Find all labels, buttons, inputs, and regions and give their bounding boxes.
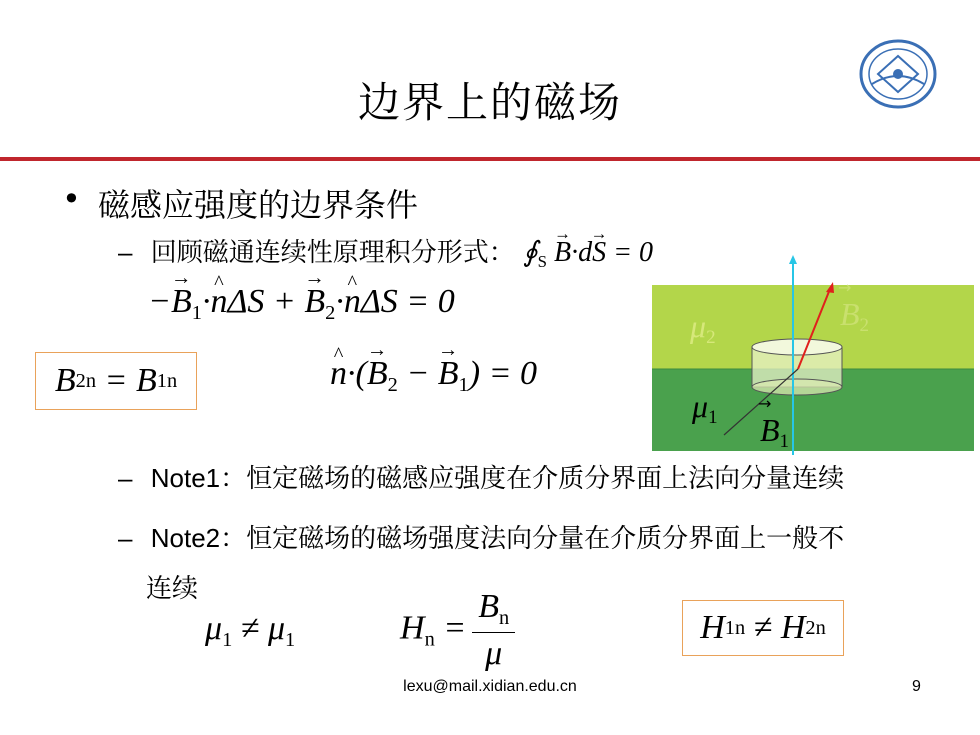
flux-text: 回顾磁通连续性原理积分形式： xyxy=(150,238,515,268)
mu1-label: μ1 xyxy=(692,388,718,428)
svg-text:→: → xyxy=(838,278,852,297)
b1-label: B1 xyxy=(760,412,790,452)
mu2-label: μ2 xyxy=(690,308,716,348)
note1: – Note1：恒定磁场的磁感应强度在介质分界面上法向分量连续 xyxy=(118,463,845,494)
note1-text: ：恒定磁场的磁感应强度在介质分界面上法向分量连续 xyxy=(220,464,845,494)
boundary-figure xyxy=(652,255,980,459)
note2-continuation: 连续 xyxy=(146,574,199,604)
boundary-equation: −→ $B_1\cdot\^{}$ nΔS + → $B_2\cdot\^{}$ nΔS = 0 xyxy=(148,283,455,325)
boxed-h-normal: H 1n ≠ H 2n xyxy=(682,600,844,656)
hn-equation: $H_n$ = $\frac{B_n}{\mu}$ xyxy=(400,588,515,673)
flux-line xyxy=(118,232,653,272)
mu-inequality: $\mu_1 \ne \mu_1$ xyxy=(205,610,296,652)
university-logo xyxy=(858,38,938,114)
page-title: 边界上的磁场 xyxy=(357,78,622,127)
bullet-heading: 磁感应强度的边界条件 xyxy=(98,186,419,224)
flux-equation: $∮_S \to B\cdot d\to S = 0$ xyxy=(523,237,653,268)
title-divider xyxy=(0,157,980,161)
note1-tag: Note1 xyxy=(150,463,221,493)
svg-text:→: → xyxy=(758,394,772,413)
note2: – Note2：恒定磁场的磁场强度法向分量在介质分界面上一般不 xyxy=(118,523,845,554)
b2-label: B2 xyxy=(840,296,870,336)
boxed-b-normal: B 2n = B 1n xyxy=(35,352,197,410)
footer-email: lexu@mail.xidian.edu.cn xyxy=(403,678,577,695)
normal-equation: ^ $n\cdot(\to B_2$ − → $B_1) = 0$ xyxy=(330,355,537,397)
bullet-marker: • xyxy=(62,180,81,218)
note2-text: ：恒定磁场的磁场强度法向分量在介质分界面上一般不 xyxy=(220,524,845,554)
dash-marker: – xyxy=(118,237,133,267)
page-number: 9 xyxy=(912,678,921,695)
note2-tag: Note2 xyxy=(150,523,221,553)
